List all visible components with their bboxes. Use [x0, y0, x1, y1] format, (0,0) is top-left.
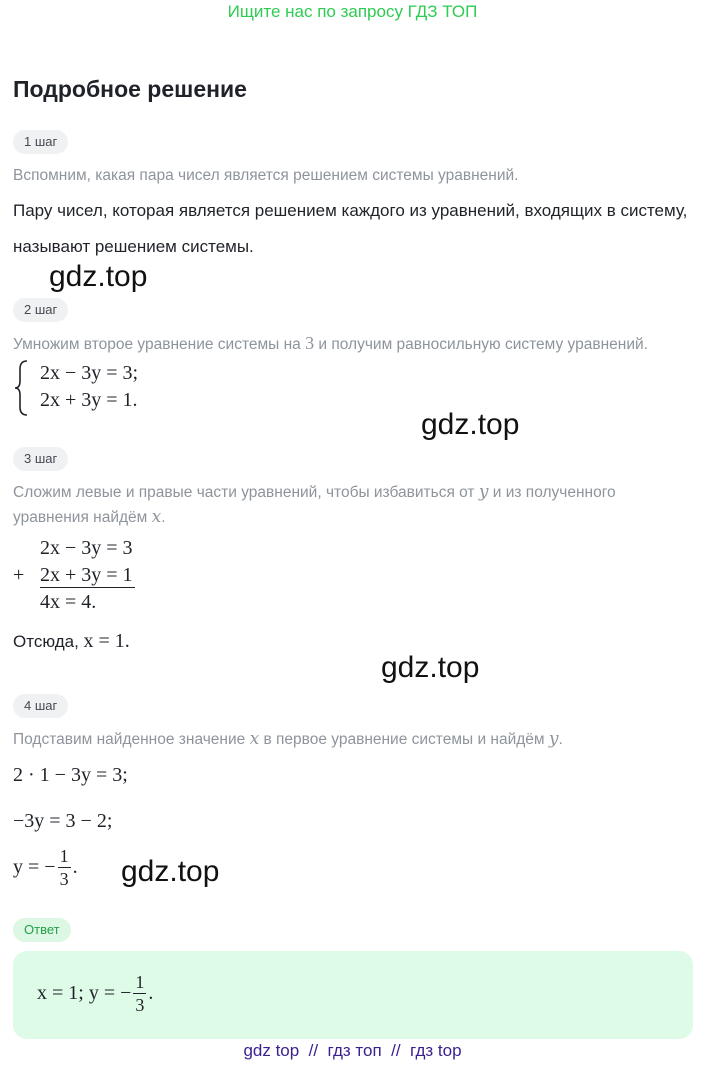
system-brace: [13, 359, 29, 417]
step-1-text: Пару чисел, которая является решением каждого из уравнений, входящих в систему, называют решением системы.: [13, 201, 688, 256]
fraction-denominator: 3: [135, 995, 145, 1015]
step-2-badge: [13, 298, 68, 322]
step-3-hint-line-1: [13, 480, 693, 505]
step-3-hint: [13, 480, 693, 530]
plus-sign: +: [13, 564, 25, 586]
fraction-numerator: 1: [59, 846, 69, 866]
hint-variable: x: [249, 729, 260, 749]
hint-variable: y: [478, 482, 489, 502]
step-1-badge: [13, 130, 68, 154]
answer-label: Ответ: [13, 918, 71, 942]
footer-links: gdz top // гдз топ // гдз top: [243, 1041, 462, 1060]
step-2-hint-after: и получим равносильную систему уравнений.: [318, 336, 648, 353]
watermark: gdz.top: [421, 408, 520, 441]
step-1-hint: Вспомним, какая пара чисел является решением системы уравнений.: [13, 167, 519, 184]
watermark: gdz.top: [49, 260, 148, 293]
system-row-1: 2x − 3y = 3;: [40, 362, 139, 384]
step-4-hint: [13, 727, 563, 752]
hint-text: уравнения найдём: [13, 509, 148, 526]
fraction-denominator: 3: [59, 869, 69, 889]
hint-text: .: [558, 731, 563, 748]
addition-row-2: 2x + 3y = 1: [40, 564, 133, 586]
step-4-line-1: 2 · 1 − 3y = 3;: [13, 764, 128, 786]
hint-text: Подставим найденное значение: [13, 731, 246, 748]
step-3-label: 3 шаг: [13, 447, 68, 471]
answer-value: [37, 971, 153, 1016]
step-3-hint-line-2: [13, 505, 693, 530]
step-2-hint: [13, 331, 648, 357]
hint-variable: x: [151, 507, 162, 527]
addition-row-1: 2x − 3y = 3: [40, 537, 133, 559]
fraction: [58, 845, 71, 890]
step-4-line-2: −3y = 3 − 2;: [13, 810, 113, 832]
column-addition: [13, 535, 213, 615]
step-1-label: 1 шаг: [13, 130, 68, 154]
final-lhs: y = −: [13, 856, 56, 878]
hint-text: в первое уравнение системы и найдём: [263, 731, 545, 748]
equation-system: [13, 359, 213, 417]
step-2-hint-before: Умножим второе уравнение системы на: [13, 336, 301, 353]
page-title: Подробное решение: [13, 76, 247, 102]
watermark: gdz.top: [121, 855, 220, 888]
final-end: .: [72, 856, 78, 878]
answer-end: .: [148, 982, 154, 1004]
step-4-badge: [13, 694, 68, 718]
system-row-2: 2x + 3y = 1.: [40, 389, 138, 411]
result-value: x = 1.: [83, 630, 130, 652]
step-3-badge: [13, 447, 68, 471]
hint-variable: y: [548, 729, 559, 749]
watermark: gdz.top: [381, 651, 480, 684]
step-2-label: 2 шаг: [13, 298, 68, 322]
addition-result: 4x = 4.: [40, 591, 97, 613]
hint-text: Сложим левые и правые части уравнений, чтобы избавиться от: [13, 484, 475, 501]
answer-badge: [13, 918, 71, 942]
step-3-result: [13, 630, 130, 653]
step-4-final: [13, 845, 78, 890]
result-label: Отсюда,: [13, 632, 79, 651]
fraction: [133, 971, 146, 1016]
hint-text: .: [161, 509, 166, 526]
step-2-hint-number: 3: [305, 333, 315, 353]
fraction-numerator: 1: [135, 972, 145, 992]
promo-text: Ищите нас по запросу ГДЗ ТОП: [227, 2, 478, 21]
step-4-label: 4 шаг: [13, 694, 68, 718]
hint-text: и из полученного: [492, 484, 616, 501]
answer-lhs: x = 1; y = −: [37, 982, 132, 1004]
answer-box: [13, 951, 693, 1039]
